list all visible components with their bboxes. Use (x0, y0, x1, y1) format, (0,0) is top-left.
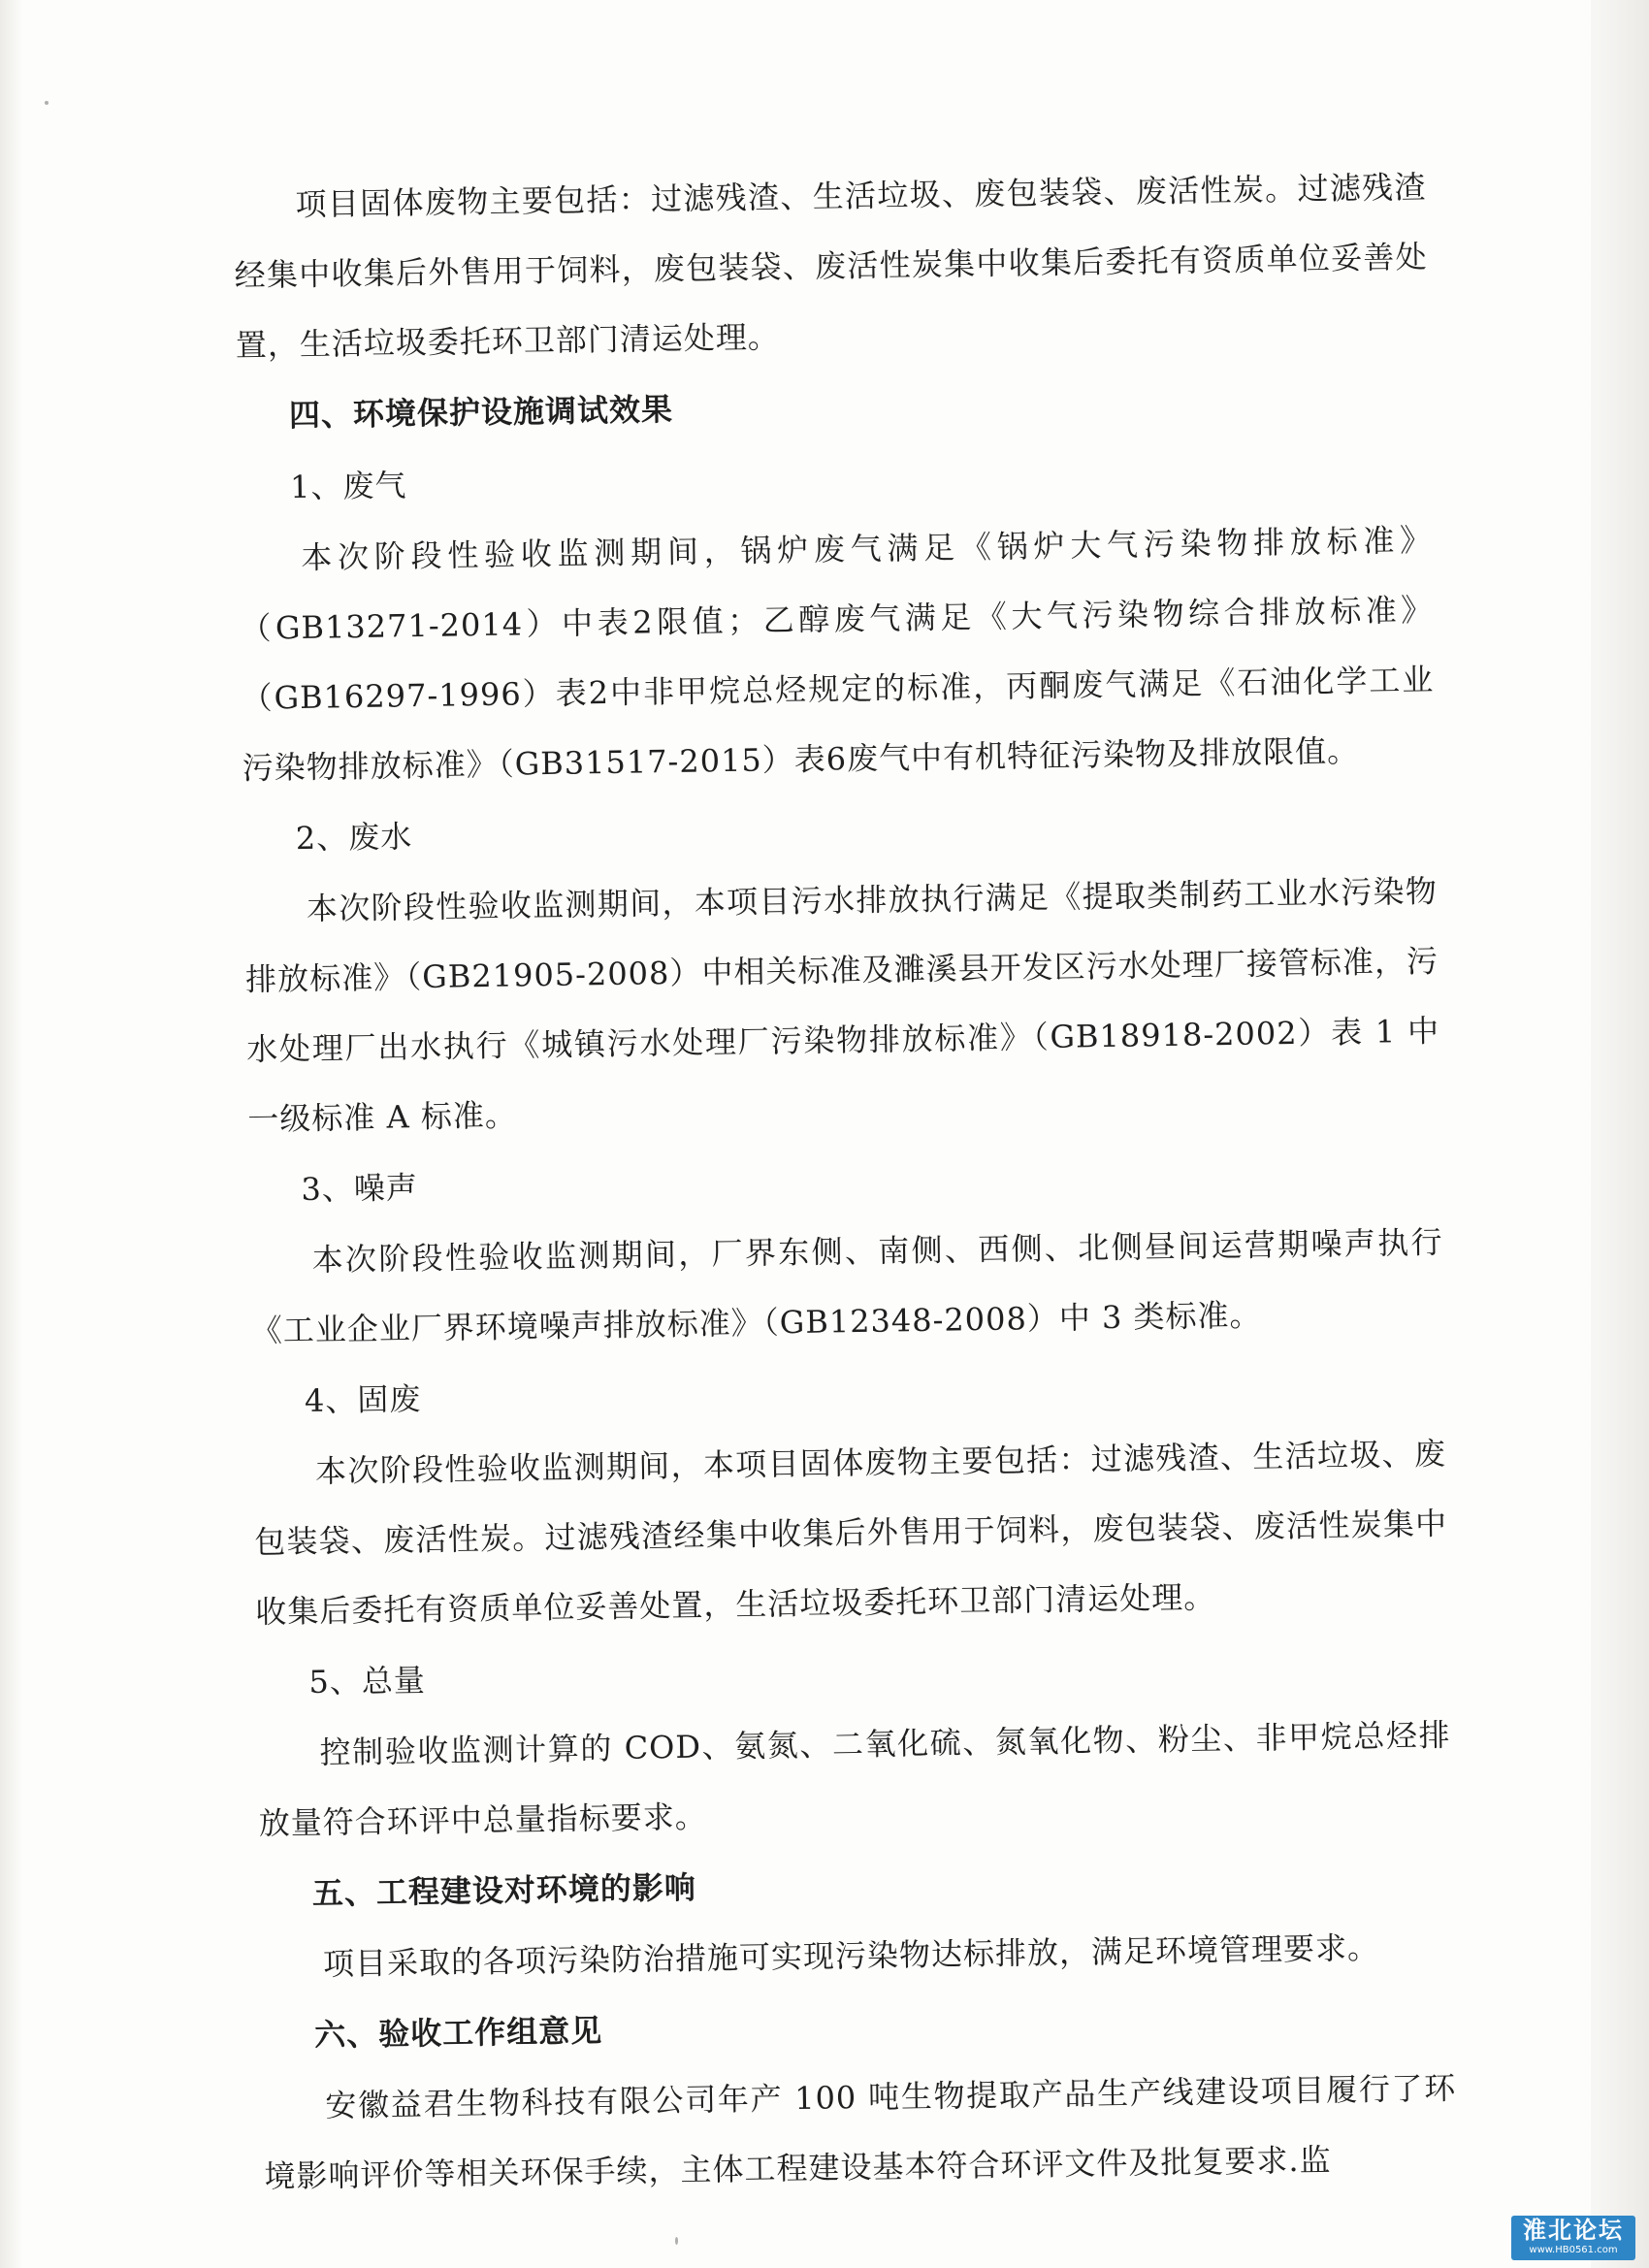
subsection-heading: 4、固废 (304, 1380, 422, 1419)
subsection-heading: 3、噪声 (301, 1169, 419, 1209)
watermark-url: www.HB0561.com (1529, 2245, 1618, 2255)
document-body (233, 152, 1457, 2195)
watermark-title: 淮北论坛 (1523, 2217, 1624, 2244)
paragraph: 本次阶段性验收监测期间，厂界东侧、南侧、西侧、北侧昼间运营期噪声执行《工业企业厂界环境噪声排放标准》（GB12348-2008）中 3 类标准。 (250, 1223, 1443, 1349)
subsection-heading: 2、废水 (295, 818, 413, 858)
scan-speck (675, 2237, 678, 2245)
scan-speck (45, 101, 48, 105)
paragraph: 本次阶段性验收监测期间，锅炉废气满足《锅炉大气污染物排放标准》（GB13271-2014）中表2限值；乙醇废气满足《大气污染物综合排放标准》（GB16297-1996）表2中非甲烷总烃规定的标准，丙酮废气满足《石油化学工业污染物排放标准》（GB31517-2015）表6废气中有机特征污染物及排放限值。 (240, 521, 1435, 787)
paragraph: 项目固体废物主要包括：过滤残渣、生活垃圾、废包装袋、废活性炭。过滤残渣经集中收集后外售用于饲料，废包装袋、废活性炭集中收集后委托有资质单位妥善处置，生活垃圾委托环卫部门清运处理。 (234, 168, 1428, 364)
scan-shadow-right (1591, 0, 1649, 2268)
section-heading: 六、验收工作组意见 (313, 2012, 603, 2054)
subsection-heading: 1、废气 (289, 467, 407, 506)
scan-shadow-left (0, 0, 21, 2268)
paragraph: 项目采取的各项污染防治措施可实现污染物达标排放，满足环境管理要求。 (322, 1928, 1380, 1983)
subsection-heading: 5、总量 (308, 1662, 427, 1701)
paragraph: 本次阶段性验收监测期间，本项目固体废物主要包括：过滤残渣、生活垃圾、废包装袋、废活性炭。过滤残渣经集中收集后外售用于饲料，废包装袋、废活性炭集中收集后委托有资质单位妥善处置，生活垃圾委托环卫部门清运处理。 (253, 1435, 1448, 1631)
paragraph: 本次阶段性验收监测期间，本项目污水排放执行满足《提取类制药工业水污染物排放标准》（GB21905-2008）中相关标准及濉溪县开发区污水处理厂接管标准，污水处理厂出水执行《城镇污水处理厂污染物排放标准》（GB18918-2002）表 1 中一级标准 A 标准。 (244, 872, 1440, 1138)
site-watermark-logo (1511, 2216, 1635, 2260)
section-heading: 五、工程建设对环境的影响 (311, 1868, 697, 1912)
section-heading: 四、环境保护设施调试效果 (288, 390, 674, 435)
paragraph: 安徽益君生物科技有限公司年产 100 吨生物提取产品生产线建设项目履行了环境影响评价等相关环保手续，主体工程建设基本符合环评文件及批复要求.监 (264, 2069, 1457, 2195)
paragraph: 控制验收监测计算的 COD、氨氮、二氧化硫、氮氧化物、粉尘、非甲烷总烃排放量符合环评中总量指标要求。 (258, 1716, 1451, 1842)
